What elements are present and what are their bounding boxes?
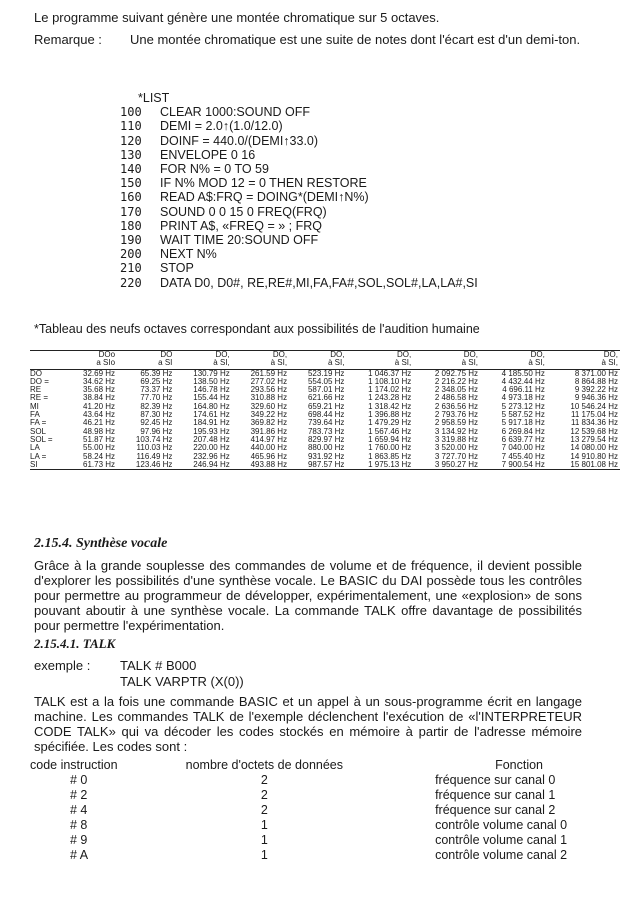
frequency-cell: 4 185.50 Hz xyxy=(501,368,545,378)
example-label: exemple : xyxy=(34,658,91,673)
octave-header-bottom: à SI, xyxy=(601,358,618,368)
frequency-cell: 55.00 Hz xyxy=(83,443,116,453)
bytes-value: 2 xyxy=(260,773,268,787)
section-title-talk: 2.15.4.1. TALK xyxy=(34,636,116,651)
frequency-cell: 58.24 Hz xyxy=(83,451,116,461)
frequency-cell: 1 760.00 Hz xyxy=(368,443,412,453)
code-row xyxy=(30,848,640,863)
line-number: 180 xyxy=(120,218,142,233)
frequency-cell: 116.49 Hz xyxy=(136,451,173,461)
octave-header-bottom: à SI, xyxy=(270,358,288,368)
listing-line xyxy=(120,205,478,219)
frequency-cell: 1 174.02 Hz xyxy=(368,385,412,395)
line-number: 220 xyxy=(120,275,142,290)
frequency-cell: 123.46 Hz xyxy=(135,459,173,469)
frequency-cell: 261.59 Hz xyxy=(250,368,288,378)
octave-header-top: DO, xyxy=(396,350,412,359)
bytes-value: 2 xyxy=(260,803,268,817)
frequency-cell: 174.61 Hz xyxy=(193,410,230,420)
intro-text: Le programme suivant génère une montée chromatique sur 5 octaves. xyxy=(34,10,440,25)
frequency-cell: 11 834.36 Hz xyxy=(571,418,618,428)
section-title-synthese-vocale: 2.15.4. Synthèse vocale xyxy=(34,536,168,551)
note-name: LA = xyxy=(30,451,47,461)
frequency-cell: 783.73 Hz xyxy=(307,426,345,436)
frequency-cell: 329.60 Hz xyxy=(250,401,288,411)
octave-header xyxy=(232,351,289,370)
frequency-cell: 138.50 Hz xyxy=(193,376,230,386)
frequency-table-header xyxy=(30,351,620,370)
code-value: # A xyxy=(70,848,89,862)
line-number: 130 xyxy=(120,147,142,162)
frequency-cell: 987.57 Hz xyxy=(307,459,345,469)
line-number: 100 xyxy=(120,105,142,120)
frequency-cell: 8 371.00 Hz xyxy=(574,368,618,378)
listing-header: *LIST xyxy=(138,91,170,105)
listing-line xyxy=(120,219,478,233)
listing-line xyxy=(120,247,478,261)
function-value: fréquence sur canal 1 xyxy=(435,788,556,802)
line-number: 140 xyxy=(120,162,142,177)
frequency-cell: 293.56 Hz xyxy=(250,385,288,395)
listing-line xyxy=(120,119,478,133)
frequency-cell: 82.39 Hz xyxy=(140,401,173,411)
frequency-cell: 523.19 Hz xyxy=(307,368,345,378)
code-value: # 0 xyxy=(70,773,88,787)
frequency-cell: 92.45 Hz xyxy=(140,418,173,428)
frequency-cell: 220.00 Hz xyxy=(193,443,230,453)
codes-header-code: code instruction xyxy=(30,758,118,772)
octave-header-bottom: a SI xyxy=(158,358,173,368)
frequency-cell: 7 900.54 Hz xyxy=(501,459,545,469)
listing-line xyxy=(120,148,478,162)
note-name: SOL = xyxy=(30,434,53,444)
listing-line xyxy=(120,276,478,290)
line-code: WAIT TIME 20:SOUND OFF xyxy=(160,233,319,248)
frequency-cell: 73.37 Hz xyxy=(140,385,173,395)
frequency-cell: 14 080.00 Hz xyxy=(570,443,618,453)
line-number: 200 xyxy=(120,247,142,262)
frequency-cell: 1 046.37 Hz xyxy=(368,368,412,378)
listing-line xyxy=(120,190,478,204)
frequency-cell: 698.44 Hz xyxy=(307,410,345,420)
frequency-cell: 5 587.52 Hz xyxy=(501,410,545,420)
frequency-cell: 12 539.68 Hz xyxy=(570,426,618,436)
frequency-cell: 5 273.12 Hz xyxy=(501,401,545,411)
note-name: SOL xyxy=(30,426,47,436)
codes-header-bytes: nombre d'octets de données xyxy=(185,758,343,772)
code-value: # 2 xyxy=(70,788,88,802)
frequency-cell: 35.68 Hz xyxy=(83,385,116,395)
frequency-cell: 61.73 Hz xyxy=(83,459,116,469)
listing-line xyxy=(120,134,478,148)
frequency-cell: 32.69 Hz xyxy=(83,368,116,378)
frequency-cell: 414.97 Hz xyxy=(250,434,288,444)
note-name: MI xyxy=(30,401,39,411)
code-row xyxy=(30,833,640,848)
octave-header-top: DO, xyxy=(330,350,345,359)
frequency-cell: 69.25 Hz xyxy=(140,376,173,386)
frequency-cell: 465.96 Hz xyxy=(250,451,288,461)
octave-header xyxy=(66,351,117,370)
frequency-cell: 1 396.88 Hz xyxy=(368,410,412,420)
example-line: TALK # B000 xyxy=(120,658,197,673)
frequency-cell: 440.00 Hz xyxy=(250,443,288,453)
line-number: 120 xyxy=(120,133,142,148)
frequency-cell: 87.30 Hz xyxy=(140,410,173,420)
line-number: 160 xyxy=(120,190,142,205)
frequency-cell: 829.97 Hz xyxy=(307,434,345,444)
code-row xyxy=(30,773,640,788)
frequency-cell: 13 279.54 Hz xyxy=(570,434,618,444)
frequency-cell: 184.91 Hz xyxy=(193,418,230,428)
frequency-cell: 2 486.58 Hz xyxy=(434,393,479,403)
frequency-cell: 3 950.27 Hz xyxy=(434,459,479,469)
octave-header xyxy=(480,351,547,370)
line-number: 210 xyxy=(120,261,142,276)
code-row xyxy=(30,818,640,833)
line-code: DOINF = 440.0/(DEMI↑33.0) xyxy=(160,133,319,148)
frequency-cell: 587.01 Hz xyxy=(307,385,345,395)
line-code: PRINT A$, «FREQ = » ; FRQ xyxy=(160,218,322,233)
frequency-cell: 15 801.08 Hz xyxy=(570,459,618,469)
listing-line xyxy=(120,105,478,119)
bytes-value: 1 xyxy=(260,818,268,832)
code-value: # 4 xyxy=(70,803,88,817)
octave-header-bottom: à SI, xyxy=(528,358,545,368)
note-name: SI xyxy=(30,459,38,469)
octave-header-bottom: a SIo xyxy=(96,358,116,368)
frequency-cell: 43.64 Hz xyxy=(83,410,116,420)
frequency-cell: 41.20 Hz xyxy=(83,401,116,411)
note-name: RE xyxy=(30,385,42,395)
line-code: FOR N% = 0 TO 59 xyxy=(160,162,269,177)
line-number: 150 xyxy=(120,176,142,191)
talk-codes-table xyxy=(30,758,640,863)
code-row xyxy=(30,803,640,818)
frequency-cell: 2 348.05 Hz xyxy=(434,385,479,395)
octave-header xyxy=(117,351,174,370)
listing-line xyxy=(120,261,478,275)
frequency-cell: 48.98 Hz xyxy=(83,426,116,436)
frequency-table xyxy=(30,350,620,470)
frequency-cell: 739.64 Hz xyxy=(307,418,345,428)
line-code: IF N% MOD 12 = 0 THEN RESTORE xyxy=(160,176,367,191)
octave-header-bottom: à SI, xyxy=(461,358,479,368)
frequency-cell: 14 910.80 Hz xyxy=(570,451,618,461)
bytes-value: 2 xyxy=(260,788,268,802)
frequency-cell: 3 319.88 Hz xyxy=(434,434,479,444)
remark-text: Une montée chromatique est une suite de notes dont l'écart est d'un demi-ton. xyxy=(130,32,581,47)
note-name: FA xyxy=(30,410,40,420)
frequency-cell: 3 520.00 Hz xyxy=(434,443,479,453)
frequency-cell: 110.03 Hz xyxy=(136,443,173,453)
frequency-cell: 164.80 Hz xyxy=(193,401,230,411)
octave-header xyxy=(289,351,346,370)
octave-header-top: DOo xyxy=(98,350,116,359)
frequency-cell: 6 269.84 Hz xyxy=(501,426,545,436)
octave-header xyxy=(174,351,231,370)
program-listing xyxy=(120,91,478,290)
listing-line xyxy=(120,176,478,190)
frequency-cell: 103.74 Hz xyxy=(135,434,173,444)
table-caption: *Tableau des neufs octaves correspondant aux possibilités de l'audition humaine xyxy=(34,322,480,336)
note-name: DO xyxy=(30,368,42,378)
line-number: 190 xyxy=(120,233,142,248)
frequency-cell: 2 636.56 Hz xyxy=(434,401,479,411)
frequency-cell: 207.48 Hz xyxy=(193,434,230,444)
frequency-cell: 65.39 Hz xyxy=(140,368,173,378)
frequency-table-body xyxy=(30,369,620,470)
frequency-cell: 155.44 Hz xyxy=(193,393,230,403)
octave-header-top: DO, xyxy=(272,350,288,359)
frequency-cell: 3 727.70 Hz xyxy=(434,451,479,461)
frequency-cell: 130.79 Hz xyxy=(193,368,230,378)
remark-block xyxy=(34,32,594,48)
octave-header xyxy=(413,351,480,370)
section-paragraph-synthese: Grâce à la grande souplesse des commandes de volume et de fréquence, il devient possible d'explorer les possibilités d'une synthèse vocale. Le BASIC du DAI possède tous les contrôles pour permettre au programmeur de développer, expérimentalement, une «explosion» de sons pouvant aboutir à une synthèse vocale. La commande TALK offre davantage de possibilités pour permettre l'expérimentation. xyxy=(34,558,582,633)
frequency-cell: 659.21 Hz xyxy=(307,401,345,411)
octave-header-bottom: à SI, xyxy=(327,358,345,368)
frequency-cell: 2 092.75 Hz xyxy=(434,368,479,378)
remark-label: Remarque : xyxy=(34,32,102,47)
frequency-cell: 10 546.24 Hz xyxy=(570,401,618,411)
octave-header-top: DO, xyxy=(215,350,230,359)
frequency-cell: 621.66 Hz xyxy=(307,393,345,403)
frequency-cell: 2 216.22 Hz xyxy=(434,376,479,386)
code-value: # 8 xyxy=(70,818,88,832)
octave-header-top: DO xyxy=(160,350,173,359)
frequency-cell: 7 455.40 Hz xyxy=(501,451,545,461)
listing-line xyxy=(120,162,478,176)
code-row xyxy=(30,788,640,803)
codes-header-row xyxy=(30,758,640,773)
codes-header-function: Fonction xyxy=(495,758,544,772)
frequency-cell: 493.88 Hz xyxy=(250,459,288,469)
frequency-cell: 1 863.85 Hz xyxy=(368,451,412,461)
frequency-cell: 1 975.13 Hz xyxy=(368,459,412,469)
note-name: RE = xyxy=(30,393,49,403)
frequency-cell: 38.84 Hz xyxy=(83,393,116,403)
section-paragraph-talk: TALK est a la fois une commande BASIC et un appel à un sous-programme écrit en langage machine. Les commandes TALK de l'exemple déclenchent l'exécution de «l'INTERPRETEUR CODE TALK» qui va décoder les codes stockés en mémoire à partir de l'adresse mémoire spécifiée. Les codes sont : xyxy=(34,694,582,754)
frequency-cell: 6 639.77 Hz xyxy=(501,434,545,444)
frequency-cell: 97.96 Hz xyxy=(140,426,173,436)
octave-header-bottom: à SI, xyxy=(394,358,412,368)
line-code: CLEAR 1000:SOUND OFF xyxy=(160,105,311,120)
octave-header-bottom: à SI, xyxy=(213,358,230,368)
listing-lines xyxy=(120,105,478,290)
listing-line xyxy=(120,233,478,247)
frequency-cell: 9 946.36 Hz xyxy=(574,393,618,403)
line-code: ENVELOPE 0 16 xyxy=(160,147,256,162)
frequency-cell: 8 864.88 Hz xyxy=(574,376,618,386)
octave-header xyxy=(547,351,620,370)
frequency-cell: 4 696.11 Hz xyxy=(502,385,545,395)
function-value: fréquence sur canal 0 xyxy=(435,773,556,787)
frequency-cell: 3 134.92 Hz xyxy=(434,426,479,436)
bytes-value: 1 xyxy=(260,833,268,847)
function-value: contrôle volume canal 0 xyxy=(435,818,568,832)
frequency-cell: 277.02 Hz xyxy=(250,376,288,386)
frequency-cell: 51.87 Hz xyxy=(83,434,116,444)
example-block xyxy=(34,658,244,690)
frequency-cell: 1 108.10 Hz xyxy=(368,376,412,386)
line-code: NEXT N% xyxy=(160,247,217,262)
frequency-cell: 310.88 Hz xyxy=(250,393,288,403)
octave-header-top: DO, xyxy=(530,350,545,359)
line-code: SOUND 0 0 15 0 FREQ(FRQ) xyxy=(160,204,327,219)
frequency-cell: 9 392.22 Hz xyxy=(574,385,618,395)
codes-table-body xyxy=(30,773,640,863)
frequency-cell: 7 040.00 Hz xyxy=(501,443,545,453)
example-line: TALK VARPTR (X(0)) xyxy=(120,674,244,689)
note-name: FA = xyxy=(30,418,47,428)
frequency-cell: 195.93 Hz xyxy=(193,426,230,436)
frequency-cell: 391.86 Hz xyxy=(250,426,288,436)
octave-header xyxy=(346,351,413,370)
frequency-cell: 349.22 Hz xyxy=(250,410,288,420)
frequency-cell: 2 793.76 Hz xyxy=(434,410,479,420)
frequency-cell: 246.94 Hz xyxy=(193,459,230,469)
frequency-cell: 11 175.04 Hz xyxy=(571,410,618,420)
frequency-cell: 1 479.29 Hz xyxy=(368,418,412,428)
octave-header-top: DO, xyxy=(463,350,479,359)
note-header-empty xyxy=(30,351,66,370)
line-number: 110 xyxy=(120,119,142,134)
function-value: contrôle volume canal 1 xyxy=(435,833,568,847)
frequency-cell: 1 243.28 Hz xyxy=(368,393,412,403)
frequency-cell: 34.62 Hz xyxy=(83,376,116,386)
frequency-cell: 1 567.46 Hz xyxy=(368,426,412,436)
line-code: DEMI = 2.0↑(1.0/12.0) xyxy=(160,119,283,134)
bytes-value: 1 xyxy=(260,848,268,862)
frequency-row xyxy=(30,461,620,470)
frequency-cell: 554.05 Hz xyxy=(307,376,345,386)
code-value: # 9 xyxy=(70,833,88,847)
frequency-cell: 4 432.44 Hz xyxy=(501,376,545,386)
frequency-cell: 77.70 Hz xyxy=(140,393,173,403)
function-value: contrôle volume canal 2 xyxy=(435,848,568,862)
frequency-cell: 146.78 Hz xyxy=(193,385,230,395)
line-number: 170 xyxy=(120,204,142,219)
frequency-cell: 369.82 Hz xyxy=(250,418,288,428)
line-code: STOP xyxy=(160,261,194,276)
frequency-cell: 1 659.94 Hz xyxy=(368,434,412,444)
frequency-cell: 5 917.18 Hz xyxy=(501,418,545,428)
frequency-cell: 4 973.18 Hz xyxy=(501,393,545,403)
example-code xyxy=(120,658,244,690)
frequency-cell: 2 958.59 Hz xyxy=(434,418,479,428)
line-code: DATA D0, D0#, RE,RE#,MI,FA,FA#,SOL,SOL#,LA,LA#,SI xyxy=(160,275,478,290)
note-name: LA xyxy=(30,443,40,453)
function-value: fréquence sur canal 2 xyxy=(435,803,556,817)
frequency-cell: 46.21 Hz xyxy=(83,418,116,428)
frequency-cell: 232.96 Hz xyxy=(193,451,230,461)
frequency-cell: 880.00 Hz xyxy=(307,443,345,453)
line-code: READ A$:FRQ = DOING*(DEMI↑N%) xyxy=(160,190,369,205)
frequency-cell: 1 318.42 Hz xyxy=(368,401,412,411)
octave-header-top: DO, xyxy=(603,350,618,359)
frequency-cell: 931.92 Hz xyxy=(307,451,345,461)
frequency-header-row xyxy=(30,351,620,370)
note-name: DO = xyxy=(30,376,49,386)
